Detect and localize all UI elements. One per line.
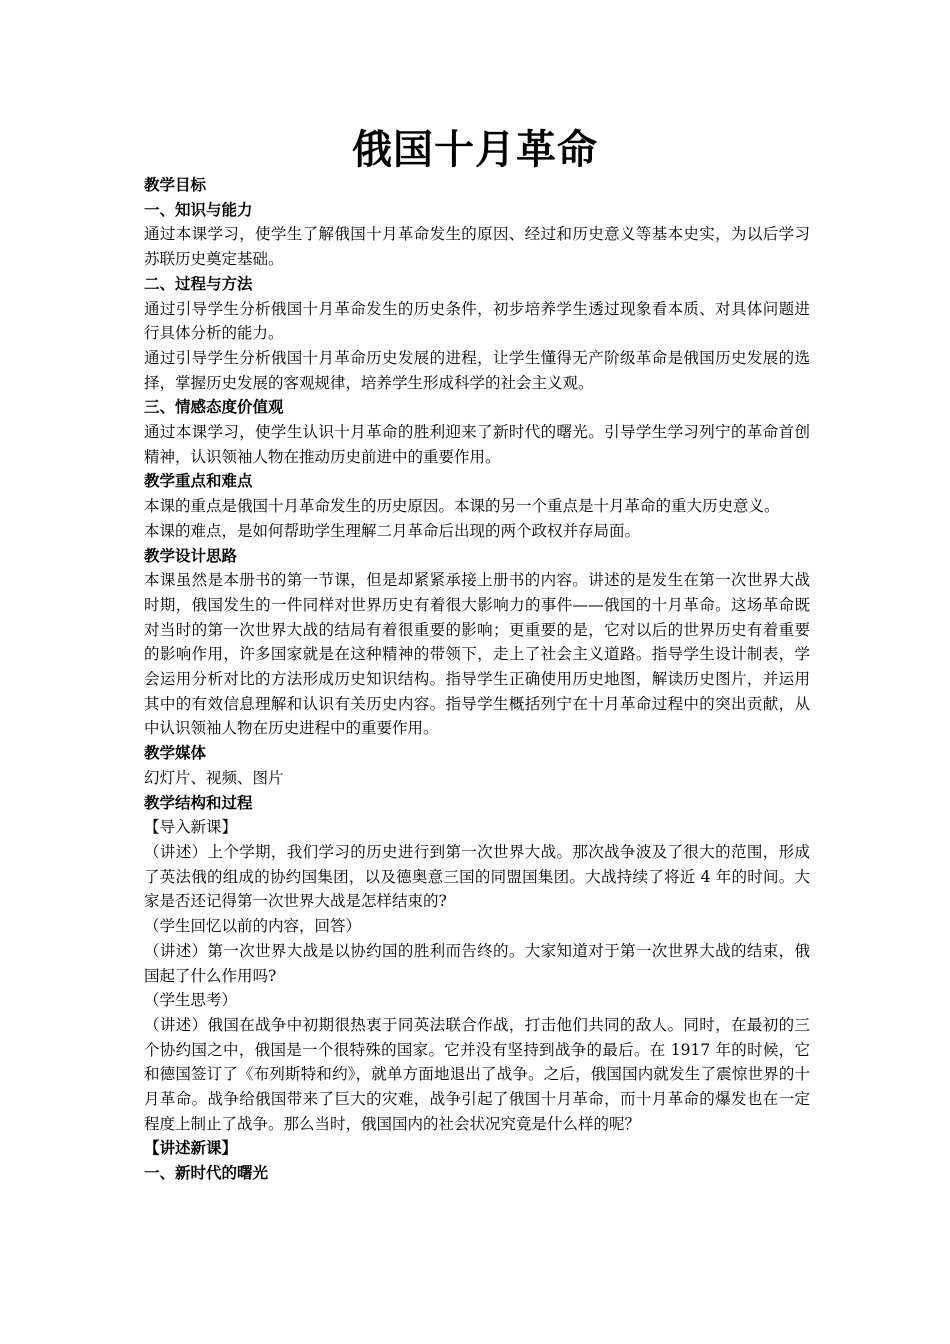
paragraph: （学生回忆以前的内容，回答） — [144, 917, 362, 936]
paragraph: 通过引导学生分析俄国十月革命发生的历史条件，初步培养学生透过现象看本质、对具体问题进行具体分析的能力。 — [144, 299, 810, 343]
paragraph: 本课的难点，是如何帮助学生理解二月革命后出现的两个政权并存局面。 — [144, 521, 641, 540]
paragraph: 幻灯片、视频、图片 — [144, 768, 284, 787]
section-heading: 教学媒体 — [144, 744, 207, 763]
bracket-heading: 【导入新课】 — [144, 818, 238, 837]
section-heading: 教学设计思路 — [144, 546, 238, 565]
document-title: 俄国十月革命 — [352, 127, 598, 173]
bracket-heading: 【讲述新课】 — [144, 1139, 238, 1158]
section-heading: 教学结构和过程 — [144, 793, 253, 812]
subsection-heading: 二、过程与方法 — [144, 274, 253, 293]
subsection-heading: 三、情感态度价值观 — [144, 398, 284, 417]
subsection-heading: 一、新时代的曙光 — [144, 1164, 269, 1183]
paragraph: 通过本课学习，使学生认识十月革命的胜利迎来了新时代的曙光。引导学生学习列宁的革命首创精神，认识领袖人物在推动历史前进中的重要作用。 — [144, 423, 810, 466]
paragraph: 本课虽然是本册书的第一节课，但是却紧紧承接上册书的内容。讲述的是发生在第一次世界大战时期，俄国发生的一件同样对世界历史有着很大影响力的事件——俄国的十月革命。这场革命既对当时的第一次世界大战的结局有着很重要的影响；更重要的是，它对以后的世界历史有着重要的影响作用，许多国家就是在这种精神的带领下，走上了社会主义道路。指导学生设计制表，学会运用分析对比的方法形成历史知识结构。指导学生正确使用历史地图，解读历史图片，并运用其中的有效信息理解和认识有关历史内容。指导学生概括列宁在十月革命过程中的突出贡献，从中认识领袖人物在历史进程中的重要作用。 — [144, 571, 810, 738]
paragraph: 通过本课学习，使学生了解俄国十月革命发生的原因、经过和历史意义等基本史实，为以后学习苏联历史奠定基础。 — [144, 225, 810, 269]
section-heading: 教学目标 — [144, 176, 207, 194]
subsection-heading: 一、知识与能力 — [144, 200, 253, 219]
section-heading: 教学重点和难点 — [144, 472, 253, 491]
paragraph: 通过引导学生分析俄国十月革命历史发展的进程，让学生懂得无产阶级革命是俄国历史发展的选择，掌握历史发展的客观规律，培养学生形成科学的社会主义观。 — [144, 348, 810, 392]
paragraph: （讲述）俄国在战争中初期很热衷于同英法联合作战，打击他们共同的敌人。同时，在最初的三个协约国之中，俄国是一个很特殊的国家。它并没有坚持到战争的最后。在 1917 年的时候，它和德国签订了《布列斯特和约》，就单方面地退出了战争。之后，俄国国内就发生了震惊世界的十月革命。战争给俄国带来了巨大的灾难，战争引起了俄国十月革命，而十月革命的爆发也在一定程度上制止了战争。那么当时，俄国国内的社会状况究竟是什么样的呢？ — [144, 1015, 810, 1133]
document-body — [144, 173, 810, 1186]
paragraph: 本课的重点是俄国十月革命发生的历史原因。本课的另一个重点是十月革命的重大历史意义。 — [144, 497, 780, 516]
paragraph: （学生思考） — [144, 991, 238, 1010]
paragraph: （讲述）上个学期，我们学习的历史进行到第一次世界大战。那次战争波及了很大的范围，形成了英法俄的组成的协约国集团，以及德奥意三国的同盟国集团。大战持续了将近 4 年的时间。大家是否还记得第一次世界大战是怎样结束的? — [144, 842, 810, 911]
paragraph: （讲述）第一次世界大战是以协约国的胜利而告终的。大家知道对于第一次世界大战的结束，俄国起了什么作用吗? — [144, 941, 810, 985]
